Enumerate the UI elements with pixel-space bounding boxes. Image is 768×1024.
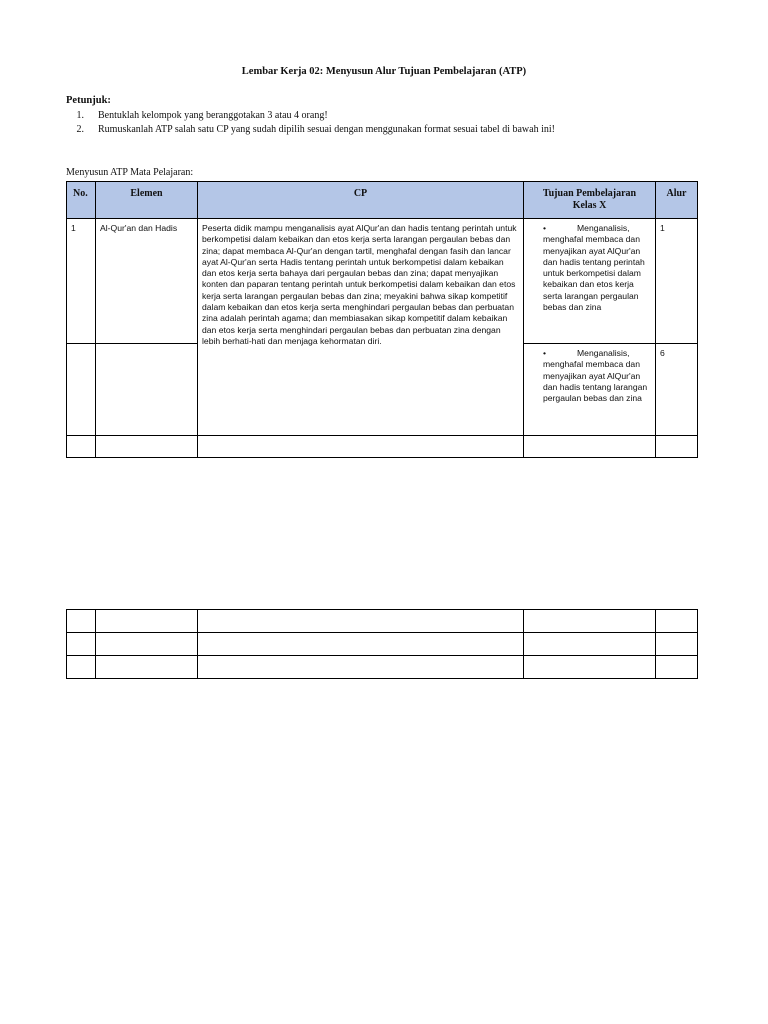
- tp-text: menghafal membaca dan menyajikan ayat AlQur'an dan hadis tentang larangan pergaulan bebas dan zina: [543, 359, 648, 404]
- bullet-icon: •: [543, 223, 547, 233]
- table-caption: Menyusun ATP Mata Pelajaran:: [66, 167, 194, 178]
- header-cp: CP: [198, 182, 524, 219]
- cell-tujuan-pembelajaran: [524, 610, 656, 633]
- tp-first-word: Menganalisis,: [577, 348, 630, 358]
- cell-no: [67, 436, 96, 458]
- cell-no: [67, 610, 96, 633]
- cell-elemen: [96, 344, 198, 436]
- cell-tujuan-pembelajaran: [524, 344, 656, 436]
- cell-cp: [198, 436, 524, 458]
- cell-alur: [656, 656, 698, 679]
- cell-cp: [198, 633, 524, 656]
- instruction-item: [66, 123, 555, 137]
- cell-elemen: [96, 436, 198, 458]
- tp-bullet-line: [543, 348, 651, 359]
- table-row: [67, 610, 698, 633]
- table-row: [67, 633, 698, 656]
- instruction-text: Bentuklah kelompok yang beranggotakan 3 atau 4 orang!: [98, 110, 328, 121]
- table-header-row: [67, 182, 698, 219]
- cell-cp: Peserta didik mampu menganalisis ayat AlQur'an dan hadis tentang perintah untuk berkompetisi dalam kebaikan dan etos kerja serta larangan pergaulan bebas dan zina; dapat membaca Al-Qur'an dengan tartil, menghafal dengan fasih dan lancar ayat Al-Qur'an serta Hadis tentang perintah untuk berkompetisi dalam kebaikan dan etos kerja serta bahaya dari pergaulan bebas dan zina; dapat menyajikan konten dan paparan tentang perintah untuk berkompetisi dalam kebaikan dan etos kerja serta larangan pergaulan bebas dan zina; meyakini bahwa sikap kompetitif dalam kebaikan dan etos kerja serta menghindari pergaulan bebas dan perbuatan zina adalah perintah agama; dan membiasakan sikap kompetitif dalam kebaikan dan etos kerja serta menghindari pergaulan bebas dan perbuatan zina dengan lebih berhati-hati dan menjaga kehormatan diri.: [198, 219, 524, 436]
- cell-no: [67, 344, 96, 436]
- cell-elemen: [96, 656, 198, 679]
- cell-tujuan-pembelajaran: [524, 656, 656, 679]
- header-tp-line1: Tujuan Pembelajaran: [542, 188, 637, 199]
- header-tp-line2: Kelas X: [572, 200, 607, 211]
- instruction-text: Rumuskanlah ATP salah satu CP yang sudah dipilih sesuai dengan menggunakan format sesuai tabel di bawah ini!: [98, 124, 555, 135]
- table-row: [67, 436, 698, 458]
- bullet-icon: •: [543, 348, 547, 358]
- cell-no: [67, 656, 96, 679]
- atp-table: [66, 181, 698, 458]
- instruction-item: [66, 109, 555, 123]
- tp-text: menghafal membaca dan menyajikan ayat AlQur'an dan hadis tentang perintah untuk berkompetisi dalam kebaikan dan etos kerja serta larangan pergaulan bebas dan zina: [543, 234, 645, 313]
- table-row: [67, 656, 698, 679]
- cell-alur: [656, 436, 698, 458]
- header-tujuan-pembelajaran: [524, 182, 656, 219]
- instructions-heading: Petunjuk:: [66, 95, 111, 106]
- atp-table-continued: [66, 609, 698, 679]
- cell-elemen: [96, 633, 198, 656]
- cell-cp: [198, 610, 524, 633]
- instruction-number: 2.: [76, 124, 84, 135]
- header-no: No.: [67, 182, 96, 219]
- instruction-number: 1.: [76, 110, 84, 121]
- header-elemen: Elemen: [96, 182, 198, 219]
- cell-alur: 1: [656, 219, 698, 344]
- cell-cp: [198, 656, 524, 679]
- cell-elemen: Al-Qur'an dan Hadis: [96, 219, 198, 344]
- header-alur: Alur: [656, 182, 698, 219]
- cell-alur: [656, 610, 698, 633]
- cell-no: [67, 633, 96, 656]
- cell-no: 1: [67, 219, 96, 344]
- cell-alur: [656, 633, 698, 656]
- cell-elemen: [96, 610, 198, 633]
- cell-tujuan-pembelajaran: [524, 436, 656, 458]
- cell-alur: 6: [656, 344, 698, 436]
- page-title: Lembar Kerja 02: Menyusun Alur Tujuan Pembelajaran (ATP): [241, 66, 527, 77]
- cell-tujuan-pembelajaran: [524, 633, 656, 656]
- table-row: [67, 219, 698, 344]
- tp-first-word: Menganalisis,: [577, 223, 630, 233]
- instructions-list: [66, 109, 555, 137]
- cell-tujuan-pembelajaran: [524, 219, 656, 344]
- tp-bullet-line: [543, 223, 651, 234]
